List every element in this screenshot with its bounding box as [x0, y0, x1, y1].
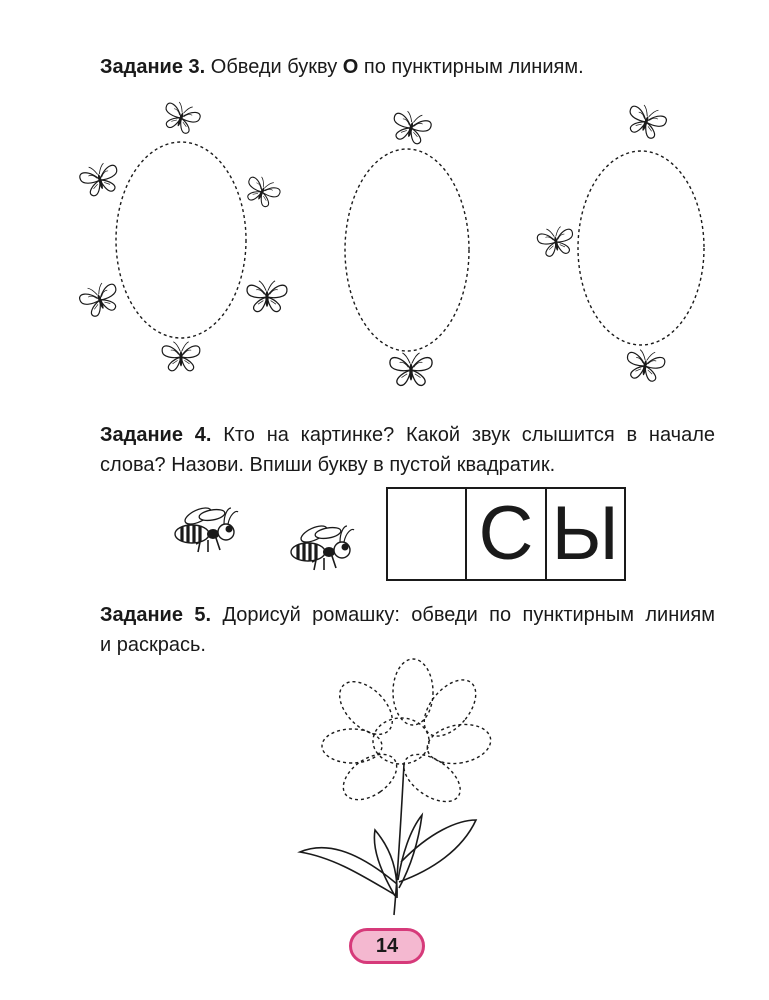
- dashed-oval-2: [345, 149, 469, 351]
- task-4-line-2: слова? Назови. Впиши букву в пустой квадратик.: [100, 454, 556, 476]
- task-3-letter: О: [342, 56, 359, 78]
- task-4-label: Задание 4.: [100, 424, 212, 446]
- butterfly-icon: [160, 98, 203, 136]
- chamomile-illustration: [300, 659, 494, 915]
- task-5-line-2: и раскрась.: [100, 634, 206, 656]
- task-4: [100, 420, 715, 480]
- butterfly-icon: [78, 160, 122, 198]
- task-3-text-after: по пунктирным линиям.: [363, 56, 584, 78]
- dashed-oval-1: [116, 142, 246, 338]
- task-5-line-1: [100, 600, 715, 630]
- task-4-line-1: [100, 420, 715, 450]
- butterfly-icon: [389, 108, 433, 146]
- wasp-icon: [291, 523, 354, 570]
- dashed-oval-3: [578, 151, 704, 345]
- butterfly-icon: [242, 173, 283, 210]
- task-3-text-before: Обведи букву: [210, 56, 338, 78]
- empty-letter-cell[interactable]: [388, 489, 465, 579]
- wasp-icon: [175, 505, 238, 552]
- butterfly-icon: [624, 101, 669, 141]
- task-5-label: Задание 5.: [100, 604, 212, 626]
- butterfly-icon: [247, 281, 287, 312]
- letter-cell-y: Ы: [545, 489, 624, 579]
- page-number-badge: [349, 928, 425, 964]
- butterfly-icon: [536, 225, 576, 258]
- butterfly-icon: [77, 279, 122, 319]
- task-5-text-1: Дорисуй ромашку: обведи по пунктирным линиям: [222, 604, 715, 626]
- letter-grid: [386, 487, 626, 581]
- page-number: 14: [375, 934, 399, 957]
- letter-cell-s: С: [465, 489, 544, 579]
- task-5: [100, 600, 715, 660]
- butterfly-icon: [624, 348, 666, 383]
- butterfly-icon: [162, 342, 200, 371]
- task-3-label: Задание 3.: [100, 56, 206, 78]
- butterfly-icon: [390, 353, 432, 386]
- task-4-text-1: Кто на картинке? Какой звук слышится в начале: [223, 424, 715, 446]
